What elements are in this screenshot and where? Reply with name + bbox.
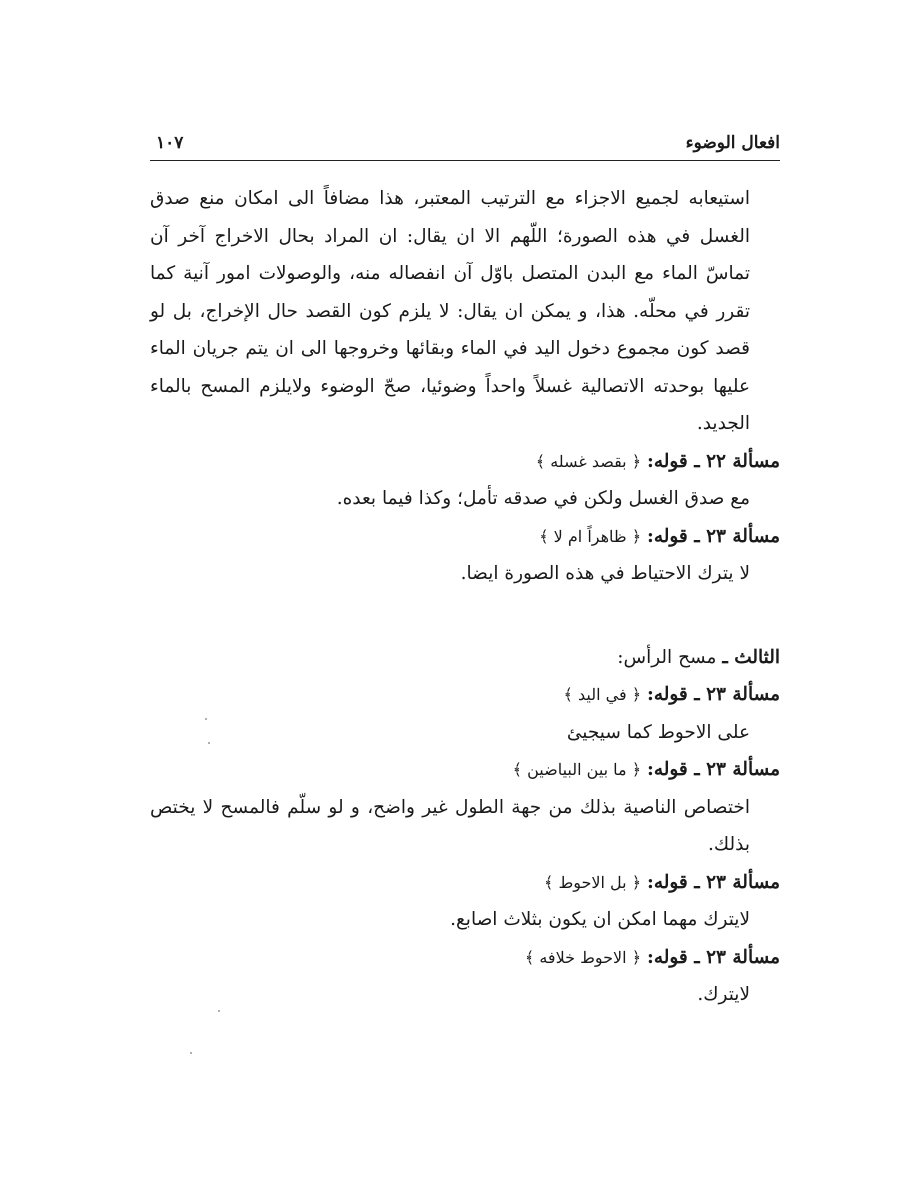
chapter-title: افعال الوضوء <box>685 133 780 153</box>
page-number: ۱۰۷ <box>156 133 184 153</box>
question-label: مسألة ۲۳ ـ قوله: <box>646 759 780 780</box>
question-quote: ﴿ الاحوط خلافه ﴾ <box>524 947 642 967</box>
question-heading <box>150 676 780 714</box>
question-quote: ﴿ بقصد غسله ﴾ <box>535 451 642 471</box>
question-quote: ﴿ بل الاحوط ﴾ <box>543 872 642 892</box>
section-label: الثالث ـ <box>722 646 780 668</box>
page-body <box>150 180 780 1014</box>
question-quote: ﴿ في اليد ﴾ <box>563 685 642 704</box>
answer-text: اختصاص الناصية بذلك من جهة الطول غير واضح، و لو سلّم فالمسح لا يختص بذلك. <box>150 796 750 855</box>
question-heading <box>150 939 780 977</box>
question-label: مسألة ۲۳ ـ قوله: <box>646 525 780 547</box>
question-heading <box>150 864 780 902</box>
answer-text: على الاحوط كما سيجيئ <box>566 721 750 743</box>
question-heading <box>150 751 780 789</box>
answer-text: لايترك. <box>697 984 750 1005</box>
answer-text: لا يترك الاحتياط في هذه الصورة ايضا. <box>460 563 750 584</box>
section-heading <box>150 639 780 677</box>
scan-speck <box>190 1052 192 1054</box>
header-rule <box>150 160 780 161</box>
running-header <box>150 133 780 159</box>
opening-paragraph: استيعابه لجميع الاجزاء مع الترتيب المعتبر، هذا مضافاً الى امكان منع صدق الغسل في هذه الصورة؛ اللّهم الا ان يقال: ان المراد بحال الاخراج آخر آن تماسّ الماء مع البدن المتصل باوّل آن انفصاله منه، والوصولات امور آنية كما تقرر في محلّه. هذا، و يمكن ان يقال: لا يلزم كون القصد حال الإخراج، بل لو قصد كون مجموع دخول اليد في الماء وبقائها وخروجها الى ان يتم جريان الماء عليها بوحدته الاتصالية غسلاً واحداً وضوئيا، صحّ الوضوء ولايلزم المسح بالماء الجديد. <box>150 188 750 434</box>
answer-text: لايترك مهما امكن ان يكون بثلاث اصابع. <box>450 909 750 930</box>
question-label: مسألة ۲۳ ـ قوله: <box>646 684 780 705</box>
answer-text: مع صدق الغسل ولكن في صدقه تأمل؛ وكذا فيما بعده. <box>336 488 750 509</box>
question-label: مسألة ۲۲ ـ قوله: <box>646 450 780 472</box>
section-title: مسح الرأس: <box>617 646 717 668</box>
question-quote: ﴿ ما بين البياضين ﴾ <box>512 760 642 779</box>
question-heading <box>150 443 780 481</box>
question-heading <box>150 518 780 556</box>
section-gap <box>150 593 780 639</box>
question-quote: ﴿ ظاهراً ام لا ﴾ <box>539 526 642 546</box>
scan-speck <box>205 718 207 720</box>
scan-speck <box>218 1010 220 1012</box>
scan-speck <box>208 742 210 744</box>
question-label: مسألة ۲۳ ـ قوله: <box>646 946 780 968</box>
question-label: مسألة ۲۳ ـ قوله: <box>646 871 780 893</box>
